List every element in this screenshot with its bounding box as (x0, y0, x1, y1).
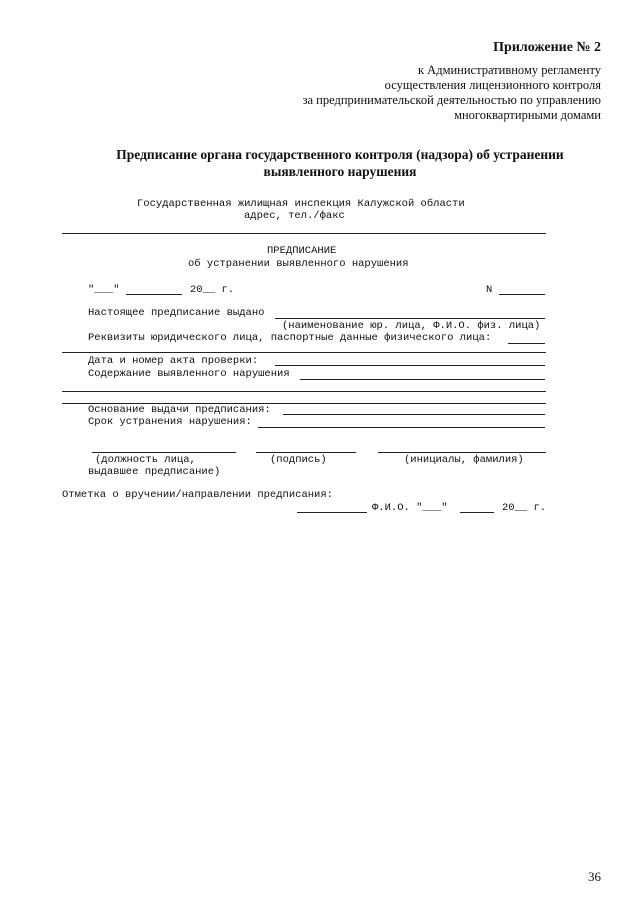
date-month-line (126, 294, 182, 295)
deadline-line (258, 427, 545, 428)
appendix-title: Приложение № 2 (493, 40, 601, 55)
sig-position-line (92, 452, 236, 453)
appendix-line-1: к Административному регламенту (417, 63, 601, 77)
delivery-signature-line (297, 512, 367, 513)
number-line (499, 294, 545, 295)
org-address: адрес, тел./факс (244, 210, 345, 222)
date-day: "___" (88, 284, 120, 296)
issued-to-line (275, 318, 545, 319)
sig-signature-hint: (подпись) (270, 454, 327, 466)
org-underline (62, 233, 546, 234)
form-title: ПРЕДПИСАНИЕ (267, 245, 337, 257)
basis-line (283, 414, 545, 415)
requisites-line (62, 352, 546, 353)
delivery-month-line (460, 512, 494, 513)
violation-label: Содержание выявленного нарушения (88, 368, 290, 380)
sig-position-hint-2: выдавшее предписание) (88, 466, 221, 478)
sig-name-line (378, 452, 546, 453)
org-name: Государственная жилищная инспекция Калужской области (137, 198, 465, 210)
appendix-line-3: за предпринимательской деятельностью по управлению (302, 93, 601, 107)
sig-position-hint-1: (должность лица, (95, 454, 196, 466)
heading-line-2: выявленного нарушения (263, 164, 417, 179)
appendix-line-4: многоквартирными домами (454, 108, 601, 122)
sig-signature-line (256, 452, 356, 453)
requisites-label: Реквизиты юридического лица, паспортные данные физического лица: (88, 332, 492, 344)
deadline-label: Срок устранения нарушения: (88, 416, 252, 428)
page-number: 36 (588, 869, 601, 884)
heading-line-1: Предписание органа государственного контроля (надзора) об устранении (116, 147, 564, 162)
basis-label: Основание выдачи предписания: (88, 404, 271, 416)
inspection-act-label: Дата и номер акта проверки: (88, 355, 259, 367)
issued-to-label: Настоящее предписание выдано (88, 307, 265, 319)
violation-line-1 (300, 379, 545, 380)
delivery-label: Отметка о вручении/направлении предписания: (62, 489, 333, 501)
form-subtitle: об устранении выявленного нарушения (188, 258, 409, 270)
delivery-fio: Ф.И.О. "___" (372, 502, 448, 514)
issued-to-hint: (наименование юр. лица, Ф.И.О. физ. лица) (282, 320, 541, 332)
date-year: 20__ г. (190, 284, 235, 296)
appendix-line-2: осуществления лицензионного контроля (384, 78, 601, 92)
violation-line-2 (62, 391, 546, 392)
delivery-year: 20__ г. (502, 502, 547, 514)
number-label: N (486, 284, 493, 296)
sig-name-hint: (инициалы, фамилия) (404, 454, 524, 466)
inspection-act-line (275, 365, 545, 366)
requisites-line-short (508, 343, 545, 344)
